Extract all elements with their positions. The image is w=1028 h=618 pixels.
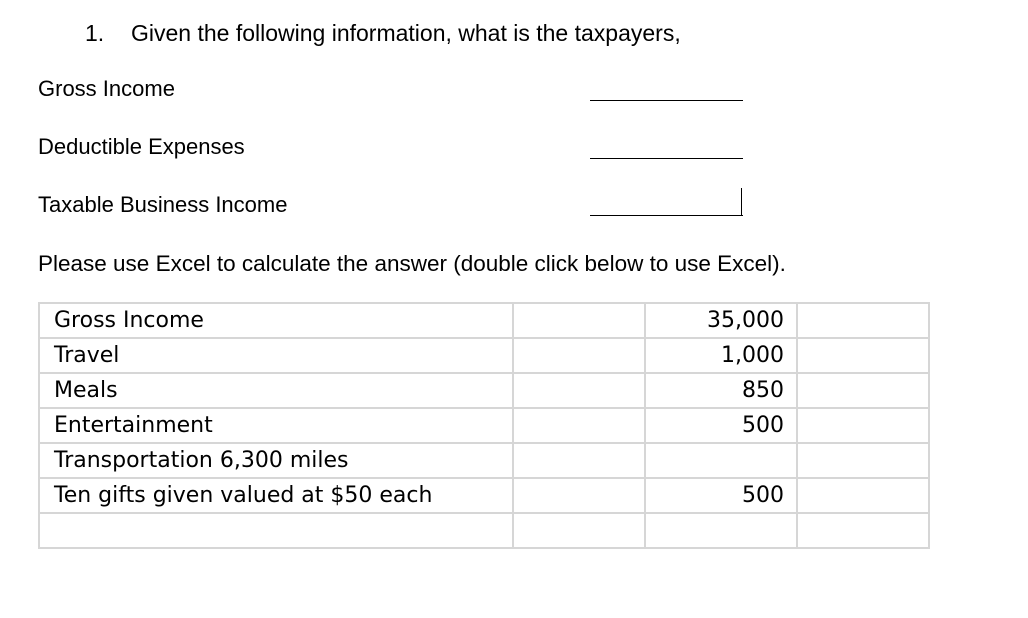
embedded-excel-table[interactable] [38, 302, 930, 549]
row-label-cell[interactable]: Meals [39, 373, 513, 408]
row-label-cell[interactable] [39, 513, 513, 548]
empty-cell[interactable] [797, 303, 929, 338]
empty-cell[interactable] [513, 373, 645, 408]
table-row [39, 408, 929, 443]
row-value-cell[interactable]: 1,000 [645, 338, 797, 373]
deductible-expenses-label: Deductible Expenses [38, 134, 245, 159]
empty-cell[interactable] [797, 338, 929, 373]
empty-cell[interactable] [797, 478, 929, 513]
question-title [85, 18, 681, 48]
taxable-business-income-answer-blank[interactable] [590, 215, 743, 216]
table-row [39, 303, 929, 338]
empty-cell[interactable] [797, 408, 929, 443]
gross-income-answer-blank[interactable] [590, 100, 743, 101]
empty-cell[interactable] [513, 303, 645, 338]
row-label-cell[interactable]: Transportation 6,300 miles [39, 443, 513, 478]
table-row [39, 513, 929, 548]
table-row [39, 373, 929, 408]
table-row [39, 338, 929, 373]
row-value-cell[interactable] [645, 513, 797, 548]
row-label-cell[interactable]: Entertainment [39, 408, 513, 443]
empty-cell[interactable] [513, 513, 645, 548]
question-number: 1. [85, 20, 105, 46]
table-row [39, 478, 929, 513]
question-text: Given the following information, what is the taxpayers, [131, 20, 681, 46]
row-label-cell[interactable]: Travel [39, 338, 513, 373]
empty-cell[interactable] [797, 443, 929, 478]
empty-cell[interactable] [797, 513, 929, 548]
empty-cell[interactable] [513, 478, 645, 513]
row-value-cell[interactable]: 850 [645, 373, 797, 408]
empty-cell[interactable] [513, 338, 645, 373]
text-cursor [741, 188, 742, 216]
empty-cell[interactable] [797, 373, 929, 408]
instruction-text: Please use Excel to calculate the answer (double click below to use Excel). [38, 251, 786, 276]
empty-cell[interactable] [513, 408, 645, 443]
taxable-business-income-label: Taxable Business Income [38, 192, 288, 217]
gross-income-label: Gross Income [38, 76, 175, 101]
row-value-cell[interactable]: 500 [645, 478, 797, 513]
row-label-cell[interactable]: Gross Income [39, 303, 513, 338]
row-value-cell[interactable]: 500 [645, 408, 797, 443]
row-value-cell[interactable]: 35,000 [645, 303, 797, 338]
deductible-expenses-answer-blank[interactable] [590, 158, 743, 159]
row-label-cell[interactable]: Ten gifts given valued at $50 each [39, 478, 513, 513]
row-value-cell[interactable] [645, 443, 797, 478]
table-row [39, 443, 929, 478]
empty-cell[interactable] [513, 443, 645, 478]
